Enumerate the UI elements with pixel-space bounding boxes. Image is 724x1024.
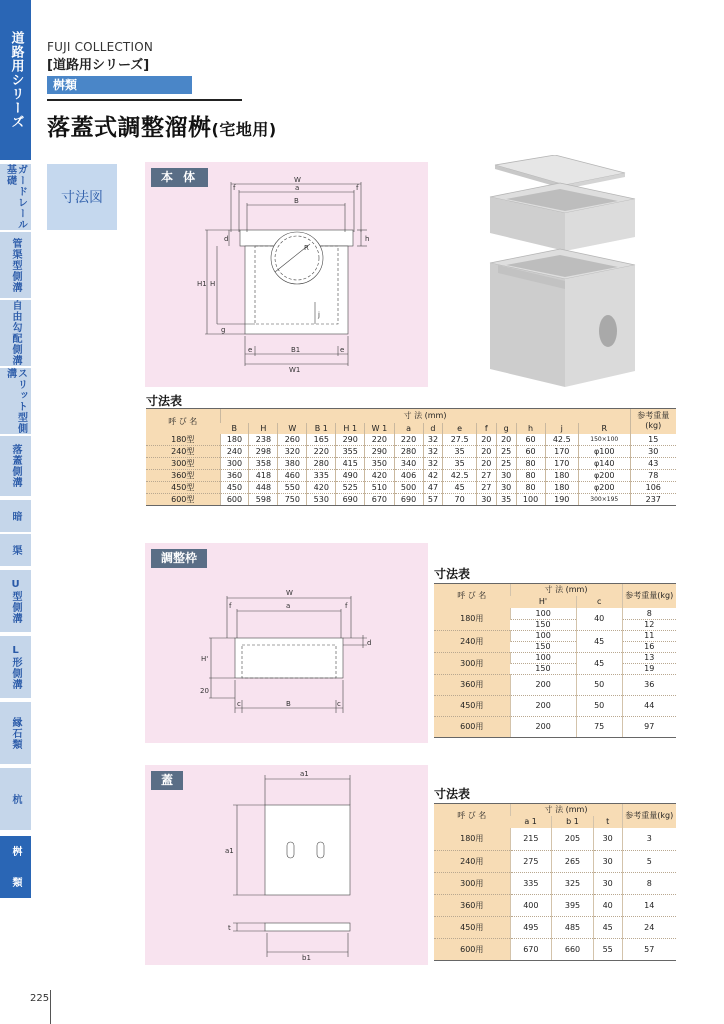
cell-h-prime: 100: [510, 608, 576, 619]
cell-value: 355: [336, 445, 365, 457]
cell-value: 70: [443, 493, 476, 505]
page-number: 225: [30, 993, 50, 1004]
sidebar: [0, 0, 31, 900]
page-title-main: 落蓋式調整溜桝: [47, 115, 212, 141]
column-header-h-prime: H': [510, 596, 576, 608]
cell-c: 45: [576, 652, 622, 674]
cell-value: 190: [545, 493, 578, 505]
cell-weight: 30: [630, 445, 676, 457]
cell-value: 220: [394, 434, 423, 446]
dim-label-h-prime: H': [201, 655, 209, 663]
cell-weight: 97: [622, 716, 676, 737]
dim-label-g: g: [221, 326, 226, 334]
cell-value: 35: [443, 457, 476, 469]
panel-tag-frame: 調整枠: [151, 549, 207, 568]
cell-value: 47: [423, 481, 443, 493]
cell-value: 500: [394, 481, 423, 493]
cell-value: 238: [249, 434, 278, 446]
dim-label-f-right: f: [356, 184, 359, 192]
column-header-name: 呼 び 名: [434, 584, 510, 609]
dimension-drawing-label: 寸法図: [47, 164, 117, 230]
sidebar-item-culvert-2[interactable]: [0, 534, 31, 566]
column-header-8: e: [443, 423, 476, 434]
row-name: 600用: [434, 938, 510, 960]
cell-value: 280: [307, 457, 336, 469]
cell-value: 180: [545, 481, 578, 493]
cell-value: 598: [249, 493, 278, 505]
sidebar-item-label: 杭: [10, 793, 21, 805]
cell-value: 400: [510, 894, 552, 916]
row-name: 450用: [434, 916, 510, 938]
cell-weight: 44: [622, 695, 676, 716]
body-drawing-panel: [145, 162, 428, 387]
dim-label-a1-side: a1: [225, 847, 234, 855]
cell-weight: 11: [622, 630, 676, 641]
table-row: [146, 493, 676, 505]
column-header-dims: 寸 法 (mm): [510, 804, 622, 817]
column-header-7: d: [423, 423, 443, 434]
cell-value: 670: [365, 493, 394, 505]
cell-h-prime: 200: [510, 716, 576, 737]
cell-value: 35: [443, 445, 476, 457]
row-name: 240用: [434, 630, 510, 652]
column-header-row: [146, 423, 676, 434]
cell-value: 525: [336, 481, 365, 493]
column-header-6: a: [394, 423, 423, 434]
sidebar-item-label: L形側溝: [10, 644, 21, 690]
cell-value: 27: [476, 469, 496, 481]
cell-value: 80: [516, 481, 545, 493]
sidebar-item-culvert-1[interactable]: [0, 500, 31, 532]
cell-value: 215: [510, 828, 552, 850]
cell-weight: 24: [622, 916, 676, 938]
cell-value: 415: [336, 457, 365, 469]
panel-tag-lid: 蓋: [151, 771, 183, 790]
table-row: [146, 445, 676, 457]
dim-label-c-right: c: [337, 700, 341, 708]
column-header-4: H 1: [336, 423, 365, 434]
cell-weight: 57: [622, 938, 676, 960]
cell-weight: 5: [622, 850, 676, 872]
cell-value: 690: [394, 493, 423, 505]
cell-value: 60: [516, 434, 545, 446]
cell-value: 32: [423, 445, 443, 457]
sidebar-item-curbstones[interactable]: [0, 702, 31, 764]
sidebar-item-label: 桝: [10, 845, 21, 857]
cell-value: 350: [365, 457, 394, 469]
sidebar-item-label: 自由勾配側溝: [10, 300, 21, 366]
cell-value: 42.5: [545, 434, 578, 446]
frame-drawing-panel: [145, 543, 428, 743]
dim-label-b: B: [294, 197, 299, 205]
body-table-rows: [146, 434, 676, 506]
collection-name: FUJI COLLECTION: [47, 40, 154, 54]
column-header-11: h: [516, 423, 545, 434]
column-header-name: 呼 び 名: [434, 804, 510, 829]
cell-value: 30: [593, 850, 622, 872]
cell-value: 510: [365, 481, 394, 493]
dim-label-d: d: [367, 639, 372, 647]
column-header-9: f: [476, 423, 496, 434]
cell-c: 50: [576, 674, 622, 695]
cell-value: 320: [278, 445, 307, 457]
column-header-t: t: [593, 816, 622, 828]
row-name: 300型: [146, 457, 220, 469]
cell-value: 750: [278, 493, 307, 505]
lid-drawing-panel: [145, 765, 428, 965]
sidebar-item-label: ガードレール基礎: [4, 164, 27, 230]
sidebar-item-label: 類: [10, 876, 21, 888]
column-header-3: B 1: [307, 423, 336, 434]
sidebar-item-l-gutter[interactable]: [0, 636, 31, 698]
dim-label-a1-top: a1: [300, 770, 309, 778]
cell-value: 406: [394, 469, 423, 481]
cell-c: 45: [576, 630, 622, 652]
dim-label-d: d: [224, 235, 229, 243]
cell-value: 600: [220, 493, 249, 505]
cell-value: 30: [593, 828, 622, 850]
dim-label-height: H: [210, 280, 216, 288]
column-header-weight: 参考重量(kg): [622, 584, 676, 609]
sidebar-item-guardrail[interactable]: [0, 164, 31, 230]
cell-value: 27: [476, 481, 496, 493]
cell-value: 25: [496, 445, 516, 457]
cell-value: 360: [220, 469, 249, 481]
column-header-c: c: [576, 596, 622, 608]
cell-value: 265: [552, 850, 594, 872]
product-illustration: [470, 155, 650, 395]
table-row: [146, 481, 676, 493]
sidebar-item-free-slope-gutter[interactable]: [0, 300, 31, 366]
cell-value: 380: [278, 457, 307, 469]
lid-table-title: 寸法表: [434, 787, 471, 801]
cell-value: 298: [249, 445, 278, 457]
cell-h-prime: 100: [510, 630, 576, 641]
cell-h-prime: 150: [510, 641, 576, 652]
dim-label-b: B: [286, 700, 291, 708]
cell-weight: 3: [622, 828, 676, 850]
cell-value: 20: [496, 434, 516, 446]
cell-value: 260: [278, 434, 307, 446]
sidebar-item-basins[interactable]: [0, 836, 31, 866]
cell-value: 275: [510, 850, 552, 872]
table-row: [146, 469, 676, 481]
cell-value: 460: [278, 469, 307, 481]
page-title: [47, 109, 277, 142]
row-name: 240型: [146, 445, 220, 457]
dim-label-r: R: [304, 244, 309, 252]
sidebar-item-label: 暗: [10, 510, 21, 522]
cell-value: 240: [220, 445, 249, 457]
cell-value: 25: [496, 457, 516, 469]
cell-h-prime: 150: [510, 619, 576, 630]
cell-c: 75: [576, 716, 622, 737]
cell-value: 80: [516, 469, 545, 481]
row-name: 360用: [434, 894, 510, 916]
row-name: 360用: [434, 674, 510, 695]
cell-value: 495: [510, 916, 552, 938]
table-row: [434, 828, 676, 850]
page-number-divider: [50, 990, 51, 1024]
cell-weight: 8: [622, 872, 676, 894]
column-header-10: g: [496, 423, 516, 434]
row-name: 180用: [434, 828, 510, 850]
cell-value: 30: [476, 493, 496, 505]
column-header-weight: 参考重量(kg): [622, 804, 676, 829]
cell-value: 358: [249, 457, 278, 469]
cell-value: 530: [307, 493, 336, 505]
cell-value: 205: [552, 828, 594, 850]
row-name: 180用: [434, 608, 510, 630]
cell-value: 550: [278, 481, 307, 493]
cell-weight: 78: [630, 469, 676, 481]
table-row: [434, 608, 676, 619]
row-name: 300用: [434, 652, 510, 674]
table-row: [434, 695, 676, 716]
column-header-1: H: [249, 423, 278, 434]
dim-label-a: a: [295, 184, 300, 192]
cell-value: 170: [545, 457, 578, 469]
dim-label-e-right: e: [340, 346, 345, 354]
cell-value: 100: [516, 493, 545, 505]
cell-value: 335: [307, 469, 336, 481]
cell-value: 395: [552, 894, 594, 916]
sidebar-item-basins-2[interactable]: [0, 866, 31, 898]
column-header-13: R: [578, 423, 630, 434]
dim-label-f-left: f: [229, 602, 232, 610]
cell-value: φ100: [578, 445, 630, 457]
table-row: [434, 872, 676, 894]
row-name: 360型: [146, 469, 220, 481]
dim-label-c-left: c: [237, 700, 241, 708]
sidebar-item-label: 落蓋側溝: [10, 444, 21, 488]
lid-drawing: [145, 765, 428, 965]
column-header-name: 呼 び 名: [146, 409, 220, 434]
cell-value: 220: [365, 434, 394, 446]
cell-value: 280: [394, 445, 423, 457]
cell-value: φ200: [578, 481, 630, 493]
column-header-2: W: [278, 423, 307, 434]
cell-value: 165: [307, 434, 336, 446]
dim-label-f-left: f: [233, 184, 236, 192]
category-badge: 桝類: [47, 76, 192, 94]
cell-value: 57: [423, 493, 443, 505]
cell-value: 290: [365, 445, 394, 457]
cell-value: 45: [593, 916, 622, 938]
dim-label-w1: W1: [289, 366, 301, 374]
dim-label-e-left: e: [248, 346, 253, 354]
cell-value: 45: [443, 481, 476, 493]
sidebar-item-pipe-gutter[interactable]: [0, 232, 31, 298]
dim-label-w: W: [286, 589, 293, 597]
cell-h-prime: 200: [510, 695, 576, 716]
sidebar-item-label: スリット型側溝: [4, 368, 27, 434]
cell-value: 300×195: [578, 493, 630, 505]
cell-value: 180: [220, 434, 249, 446]
cell-value: 170: [545, 445, 578, 457]
cell-value: 20: [476, 434, 496, 446]
cell-value: 418: [249, 469, 278, 481]
sidebar-item-label: 道路用シリーズ: [8, 31, 24, 129]
series-name: [道路用シリーズ]: [47, 58, 150, 73]
cell-value: φ140: [578, 457, 630, 469]
cell-value: 42: [423, 469, 443, 481]
row-name: 300用: [434, 872, 510, 894]
cell-h-prime: 100: [510, 652, 576, 663]
cell-value: 180: [545, 469, 578, 481]
body-table-title: 寸法表: [146, 394, 183, 408]
row-name: 240用: [434, 850, 510, 872]
cell-c: 50: [576, 695, 622, 716]
cell-value: 30: [496, 481, 516, 493]
sidebar-item-u-gutter[interactable]: [0, 570, 31, 632]
cell-weight: 106: [630, 481, 676, 493]
cell-value: 290: [336, 434, 365, 446]
dim-label-j: j: [318, 311, 320, 319]
cell-value: 690: [336, 493, 365, 505]
table-row: [434, 674, 676, 695]
cell-value: 35: [496, 493, 516, 505]
cell-value: 340: [394, 457, 423, 469]
column-header-0: B: [220, 423, 249, 434]
cell-weight: 14: [622, 894, 676, 916]
cell-value: 448: [249, 481, 278, 493]
cell-value: 490: [336, 469, 365, 481]
table-row: [434, 938, 676, 960]
row-name: 450用: [434, 695, 510, 716]
lid-dimension-table: [434, 803, 676, 961]
column-header-a1: a 1: [510, 816, 552, 828]
cell-value: 27.5: [443, 434, 476, 446]
lid-table-rows: [434, 828, 676, 960]
row-name: 450型: [146, 481, 220, 493]
sidebar-item-label: 縁石類: [10, 716, 21, 750]
sidebar-item-label: 管渠型側溝: [10, 237, 21, 293]
dim-label-a: a: [286, 602, 291, 610]
row-name: 600型: [146, 493, 220, 505]
cell-weight: 237: [630, 493, 676, 505]
dim-label-w: W: [294, 176, 301, 184]
cell-value: 150×100: [578, 434, 630, 446]
cell-value: 42.5: [443, 469, 476, 481]
cell-value: 40: [593, 894, 622, 916]
cell-weight: 15: [630, 434, 676, 446]
cell-value: 660: [552, 938, 594, 960]
cell-value: φ200: [578, 469, 630, 481]
cell-value: 30: [496, 469, 516, 481]
cell-value: 32: [423, 457, 443, 469]
frame-dimension-table: [434, 583, 676, 738]
table-row: [434, 630, 676, 641]
dim-label-20: 20: [200, 687, 209, 695]
frame-table-title: 寸法表: [434, 567, 471, 581]
sidebar-item-piles[interactable]: [0, 768, 31, 830]
table-row: [434, 716, 676, 737]
dim-label-b1: b1: [302, 954, 311, 962]
cell-value: 30: [593, 872, 622, 894]
cell-h-prime: 200: [510, 674, 576, 695]
dim-label-h1: H1: [197, 280, 207, 288]
panel-tag-body: 本 体: [151, 168, 208, 187]
sidebar-item-lid-gutter[interactable]: [0, 436, 31, 496]
table-row: [434, 894, 676, 916]
cell-weight: 43: [630, 457, 676, 469]
sidebar-item-road-series[interactable]: [0, 0, 31, 160]
row-name: 180型: [146, 434, 220, 446]
cell-value: 220: [307, 445, 336, 457]
cell-value: 80: [516, 457, 545, 469]
sidebar-item-label: U型側溝: [10, 578, 21, 624]
frame-table-rows: [434, 608, 676, 737]
column-header-dims: 寸 法 (mm): [220, 409, 630, 423]
table-row: [434, 916, 676, 938]
row-name: 600用: [434, 716, 510, 737]
body-drawing: [145, 162, 428, 387]
frame-drawing: [145, 543, 428, 743]
dim-label-f-right: f: [345, 602, 348, 610]
cell-value: 300: [220, 457, 249, 469]
column-header-b1: b 1: [552, 816, 594, 828]
cell-value: 485: [552, 916, 594, 938]
table-row: [146, 457, 676, 469]
cell-value: 670: [510, 938, 552, 960]
cell-value: 420: [365, 469, 394, 481]
cell-value: 20: [476, 457, 496, 469]
body-dimension-table: [146, 408, 676, 506]
cell-value: 325: [552, 872, 594, 894]
cell-h-prime: 150: [510, 663, 576, 674]
cell-weight: 16: [622, 641, 676, 652]
cell-weight: 12: [622, 619, 676, 630]
cell-weight: 36: [622, 674, 676, 695]
column-header-dims: 寸 法 (mm): [510, 584, 622, 597]
page-title-suffix: (宅地用): [211, 120, 277, 139]
dim-label-b1: B1: [291, 346, 301, 354]
sidebar-item-slit-gutter[interactable]: [0, 368, 31, 434]
cell-weight: 8: [622, 608, 676, 619]
cell-weight: 19: [622, 663, 676, 674]
cell-value: 450: [220, 481, 249, 493]
cell-value: 335: [510, 872, 552, 894]
table-row: [434, 652, 676, 663]
cell-weight: 13: [622, 652, 676, 663]
cell-value: 32: [423, 434, 443, 446]
sidebar-item-label: 渠: [10, 544, 21, 556]
column-header-weight: 参考重量(kg): [630, 409, 676, 434]
column-header-12: j: [545, 423, 578, 434]
cell-value: 20: [476, 445, 496, 457]
cell-c: 40: [576, 608, 622, 630]
table-row: [434, 850, 676, 872]
column-header-5: W 1: [365, 423, 394, 434]
header-divider: [47, 99, 242, 101]
cell-value: 420: [307, 481, 336, 493]
dim-label-h: h: [365, 235, 370, 243]
table-row: [146, 434, 676, 446]
cell-value: 60: [516, 445, 545, 457]
dim-label-t: t: [228, 924, 231, 932]
cell-value: 55: [593, 938, 622, 960]
